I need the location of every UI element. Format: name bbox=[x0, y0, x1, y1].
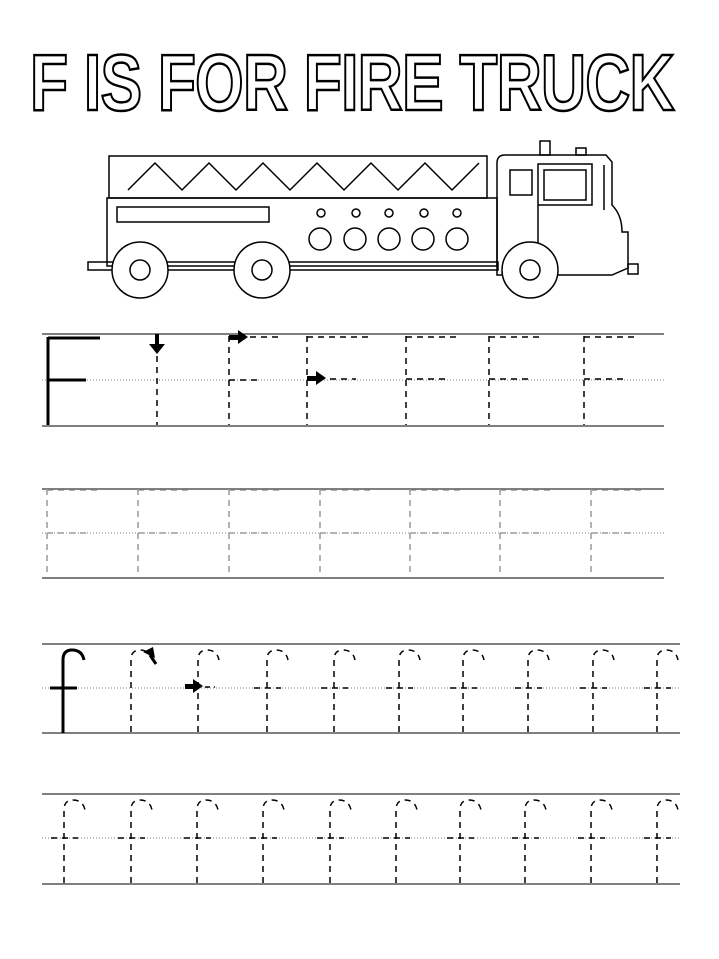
stroke-guide-lower-2 bbox=[185, 650, 219, 732]
stroke-guide-lower-1 bbox=[131, 647, 156, 732]
down-arrow-icon bbox=[149, 344, 165, 354]
tracing-row-3 bbox=[42, 644, 680, 733]
tracing-row-2 bbox=[42, 489, 664, 578]
page-title: F IS FOR FIRE TRUCK bbox=[30, 38, 674, 127]
traced-letter-F bbox=[406, 336, 638, 425]
tracing-row-1 bbox=[42, 330, 664, 426]
stroke-guide-1 bbox=[149, 334, 165, 425]
model-letter-f bbox=[50, 650, 84, 733]
right-arrow-icon bbox=[193, 679, 203, 693]
right-arrow-icon bbox=[238, 330, 248, 344]
stroke-guide-3 bbox=[307, 336, 370, 425]
model-letter-F bbox=[48, 337, 100, 425]
traced-letter-f bbox=[51, 800, 678, 883]
stroke-guide-2 bbox=[229, 330, 282, 425]
tracing-row-4 bbox=[42, 794, 680, 884]
right-arrow-icon bbox=[316, 371, 326, 385]
fire-truck-illustration bbox=[88, 141, 638, 298]
traced-letter-f bbox=[254, 650, 678, 732]
